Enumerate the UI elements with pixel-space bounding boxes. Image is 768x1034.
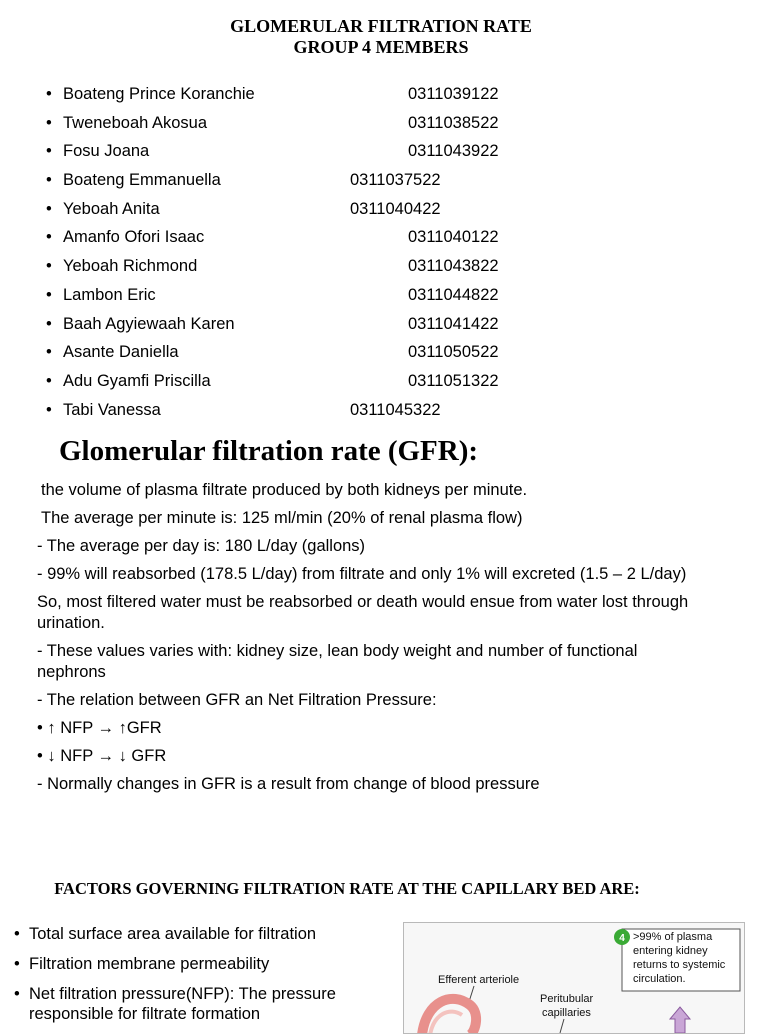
up-arrow-icon <box>670 1007 690 1033</box>
callout-line-3: returns to systemic <box>633 959 726 971</box>
label-peritubular-2: capillaries <box>542 1007 591 1019</box>
title-line-1: GLOMERULAR FILTRATION RATE <box>230 16 532 36</box>
member-name: Yeboah Richmond <box>63 257 198 276</box>
member-name: Tweneboah Akosua <box>63 113 208 132</box>
gfr-paragraph: - The average per day is: 180 L/day (gallons) <box>37 537 366 555</box>
bullet: • <box>46 199 52 218</box>
bullet: • <box>46 142 52 161</box>
label-efferent-arteriole: Efferent arteriole <box>438 974 520 986</box>
bullet: • <box>46 400 52 419</box>
title-line-2: GROUP 4 MEMBERS <box>293 37 469 57</box>
member-name: Adu Gyamfi Priscilla <box>63 371 211 390</box>
bullet: • <box>46 228 52 247</box>
member-name: Tabi Vanessa <box>63 400 161 419</box>
bullet: • <box>14 925 20 943</box>
factor-text: Net filtration pressure(NFP): The pressure responsible for filtrate formation <box>29 985 336 1023</box>
kidney-diagram-figure <box>403 922 745 1034</box>
gfr-paragraph: - Normally changes in GFR is a result from change of blood pressure <box>37 775 540 793</box>
bullet: • <box>46 371 52 390</box>
bullet: • <box>14 955 20 973</box>
member-number: 0311051322 <box>408 371 499 390</box>
factor-item <box>14 984 384 1024</box>
member-number: 0311043822 <box>408 257 499 276</box>
member-name: Lambon Eric <box>63 285 156 304</box>
vessel-highlight <box>430 1012 462 1033</box>
factor-item <box>14 954 384 974</box>
bullet: • <box>46 171 52 190</box>
gfr-paragraph: the volume of plasma filtrate produced by both kidneys per minute. <box>41 481 528 499</box>
member-number: 0311038522 <box>408 113 499 132</box>
bullet: • <box>46 85 52 103</box>
member-number: 0311040122 <box>408 228 499 247</box>
member-number: 0311044822 <box>408 285 499 304</box>
bullet: • <box>46 343 52 362</box>
factors-heading: FACTORS GOVERNING FILTRATION RATE AT THE CAPILLARY BED ARE: <box>54 879 640 898</box>
step-number: 4 <box>619 933 625 944</box>
member-number: 0311045322 <box>350 400 441 419</box>
callout-line-2: entering kidney <box>633 945 708 957</box>
bullet: • <box>46 285 52 304</box>
gfr-heading: Glomerular filtration rate (GFR): <box>59 435 479 467</box>
factor-text: Total surface area available for filtration <box>29 925 317 943</box>
gfr-paragraph: • ↓ NFP → ↓ GFR <box>37 747 167 765</box>
member-number: 0311041422 <box>408 314 499 333</box>
member-name: Boateng Prince Koranchie <box>63 85 255 103</box>
member-name: Fosu Joana <box>63 142 150 161</box>
kidney-diagram <box>404 923 744 1033</box>
gfr-paragraph: - 99% will reabsorbed (178.5 L/day) from filtrate and only 1% will excreted (1.5 – 2 L/day) <box>37 565 687 583</box>
bullet: • <box>46 113 52 132</box>
bullet: • <box>46 314 52 333</box>
gfr-paragraph: • ↑ NFP → ↑GFR <box>37 719 162 737</box>
member-name: Baah Agyiewaah Karen <box>63 314 235 333</box>
member-name: Yeboah Anita <box>63 199 160 218</box>
callout-line-4: circulation. <box>633 973 686 985</box>
gfr-body <box>37 480 697 795</box>
bullet: • <box>14 985 20 1003</box>
factor-item <box>14 924 384 944</box>
label-peritubular-1: Peritubular <box>540 993 594 1005</box>
member-name: Asante Daniella <box>63 343 179 362</box>
member-name: Boateng Emmanuella <box>63 171 221 190</box>
member-number: 0311043922 <box>408 142 499 161</box>
document-title <box>0 16 762 58</box>
gfr-paragraph: So, most filtered water must be reabsorbed or death would ensue from water lost through urination. <box>37 593 689 632</box>
member-name: Amanfo Ofori Isaac <box>63 228 205 247</box>
member-number: 0311037522 <box>350 171 441 190</box>
factors-list <box>14 924 384 1034</box>
gfr-paragraph: - The relation between GFR an Net Filtration Pressure: <box>37 691 437 709</box>
member-number: 0311040422 <box>350 199 441 218</box>
factor-text: Filtration membrane permeability <box>29 955 270 973</box>
gfr-paragraph: The average per minute is: 125 ml/min (20% of renal plasma flow) <box>41 509 523 527</box>
member-number: 0311050522 <box>408 343 499 362</box>
leader-line-peritubular <box>560 1019 564 1033</box>
gfr-paragraph: - These values varies with: kidney size, lean body weight and number of functional nephrons <box>37 642 638 681</box>
callout-line-1: >99% of plasma <box>633 931 713 943</box>
bullet: • <box>46 257 52 276</box>
member-number: 0311039122 <box>408 85 499 103</box>
